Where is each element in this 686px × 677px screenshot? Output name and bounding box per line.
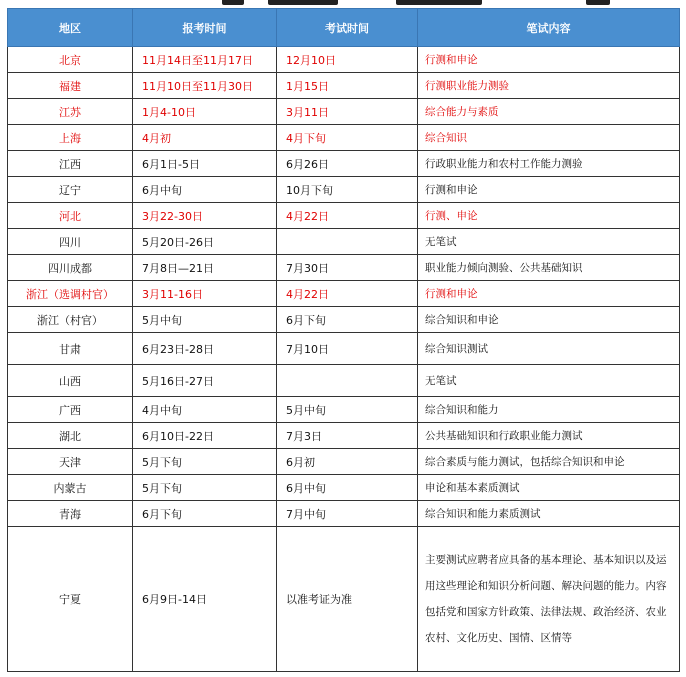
registration-cell: 1月4-10日: [133, 99, 277, 125]
table-row: [8, 423, 680, 449]
content-cell: 公共基础知识和行政职业能力测试: [418, 423, 680, 449]
registration-cell: 4月中旬: [133, 397, 277, 423]
region-cell: 内蒙古: [8, 475, 133, 501]
table-row: [8, 125, 680, 151]
registration-cell: 5月16日-27日: [133, 365, 277, 397]
content-cell: 综合知识: [418, 125, 680, 151]
exam-cell: 5月中旬: [277, 397, 418, 423]
exam-cell: 10月下旬: [277, 177, 418, 203]
exam-cell: 6月下旬: [277, 307, 418, 333]
content-cell: 主要测试应聘者应具备的基本理论、基本知识以及运用这些理论和知识分析问题、解决问题的能力。内容包括党和国家方针政策、法律法规、政治经济、农业农村、文化历史、国情、区情等: [418, 527, 680, 672]
exam-cell: 以准考证为准: [277, 527, 418, 672]
header-exam-time: 考试时间: [277, 9, 418, 47]
registration-cell: 11月14日至11月17日: [133, 47, 277, 73]
registration-cell: 5月下旬: [133, 449, 277, 475]
registration-cell: 4月初: [133, 125, 277, 151]
registration-cell: 7月8日—21日: [133, 255, 277, 281]
table-row: [8, 475, 680, 501]
content-cell: 综合知识和能力: [418, 397, 680, 423]
table-row: [8, 307, 680, 333]
content-cell: 职业能力倾向测验、公共基础知识: [418, 255, 680, 281]
exam-cell: 4月22日: [277, 203, 418, 229]
content-cell: 行测、申论: [418, 203, 680, 229]
content-cell: 综合知识和申论: [418, 307, 680, 333]
registration-cell: 6月下旬: [133, 501, 277, 527]
registration-cell: 6月23日-28日: [133, 333, 277, 365]
content-cell: 行测和申论: [418, 281, 680, 307]
table-row: [8, 203, 680, 229]
exam-cell: [277, 229, 418, 255]
region-cell: 甘肃: [8, 333, 133, 365]
content-cell: 综合能力与素质: [418, 99, 680, 125]
content-cell: 综合素质与能力测试，包括综合知识和申论: [418, 449, 680, 475]
table-row: [8, 99, 680, 125]
exam-cell: 7月10日: [277, 333, 418, 365]
region-cell: 江西: [8, 151, 133, 177]
region-cell: 福建: [8, 73, 133, 99]
table-header-row: [8, 9, 680, 47]
registration-cell: 3月11-16日: [133, 281, 277, 307]
content-cell: 行测职业能力测验: [418, 73, 680, 99]
exam-cell: 7月3日: [277, 423, 418, 449]
region-cell: 辽宁: [8, 177, 133, 203]
region-cell: 北京: [8, 47, 133, 73]
content-cell: 申论和基本素质测试: [418, 475, 680, 501]
region-cell: 四川: [8, 229, 133, 255]
table-row: [8, 501, 680, 527]
region-cell: 青海: [8, 501, 133, 527]
table-row: [8, 151, 680, 177]
content-cell: 无笔试: [418, 229, 680, 255]
exam-cell: 4月22日: [277, 281, 418, 307]
region-cell: 四川成都: [8, 255, 133, 281]
table-row: [8, 47, 680, 73]
region-cell: 上海: [8, 125, 133, 151]
header-written-content: 笔试内容: [418, 9, 680, 47]
header-registration-time: 报考时间: [133, 9, 277, 47]
content-cell: 行政职业能力和农村工作能力测验: [418, 151, 680, 177]
region-cell: 湖北: [8, 423, 133, 449]
header-region: 地区: [8, 9, 133, 47]
content-cell: 无笔试: [418, 365, 680, 397]
exam-cell: 6月26日: [277, 151, 418, 177]
content-cell: 行测和申论: [418, 177, 680, 203]
region-cell: 江苏: [8, 99, 133, 125]
exam-cell: 6月中旬: [277, 475, 418, 501]
content-cell: 综合知识和能力素质测试: [418, 501, 680, 527]
table-row: [8, 449, 680, 475]
exam-cell: 3月11日: [277, 99, 418, 125]
exam-cell: 4月下旬: [277, 125, 418, 151]
table-row: [8, 255, 680, 281]
table-row: [8, 177, 680, 203]
exam-cell: 1月15日: [277, 73, 418, 99]
exam-cell: 7月中旬: [277, 501, 418, 527]
exam-cell: 7月30日: [277, 255, 418, 281]
table-row: [8, 365, 680, 397]
exam-cell: 6月初: [277, 449, 418, 475]
registration-cell: 5月中旬: [133, 307, 277, 333]
registration-cell: 6月1日-5日: [133, 151, 277, 177]
table-row: [8, 281, 680, 307]
exam-schedule-table: [7, 8, 680, 672]
region-cell: 宁夏: [8, 527, 133, 672]
table-row: [8, 73, 680, 99]
content-cell: 综合知识测试: [418, 333, 680, 365]
table-row: [8, 397, 680, 423]
table-row: [8, 333, 680, 365]
exam-cell: [277, 365, 418, 397]
region-cell: 山西: [8, 365, 133, 397]
region-cell: 浙江（村官）: [8, 307, 133, 333]
content-cell: 行测和申论: [418, 47, 680, 73]
cropped-title-strip: [0, 0, 686, 8]
registration-cell: 5月下旬: [133, 475, 277, 501]
region-cell: 广西: [8, 397, 133, 423]
table-row: [8, 229, 680, 255]
table-row: [8, 527, 680, 672]
region-cell: 天津: [8, 449, 133, 475]
region-cell: 浙江（选调村官）: [8, 281, 133, 307]
region-cell: 河北: [8, 203, 133, 229]
registration-cell: 3月22-30日: [133, 203, 277, 229]
exam-cell: 12月10日: [277, 47, 418, 73]
registration-cell: 6月10日-22日: [133, 423, 277, 449]
registration-cell: 6月9日-14日: [133, 527, 277, 672]
registration-cell: 6月中旬: [133, 177, 277, 203]
registration-cell: 11月10日至11月30日: [133, 73, 277, 99]
registration-cell: 5月20日-26日: [133, 229, 277, 255]
